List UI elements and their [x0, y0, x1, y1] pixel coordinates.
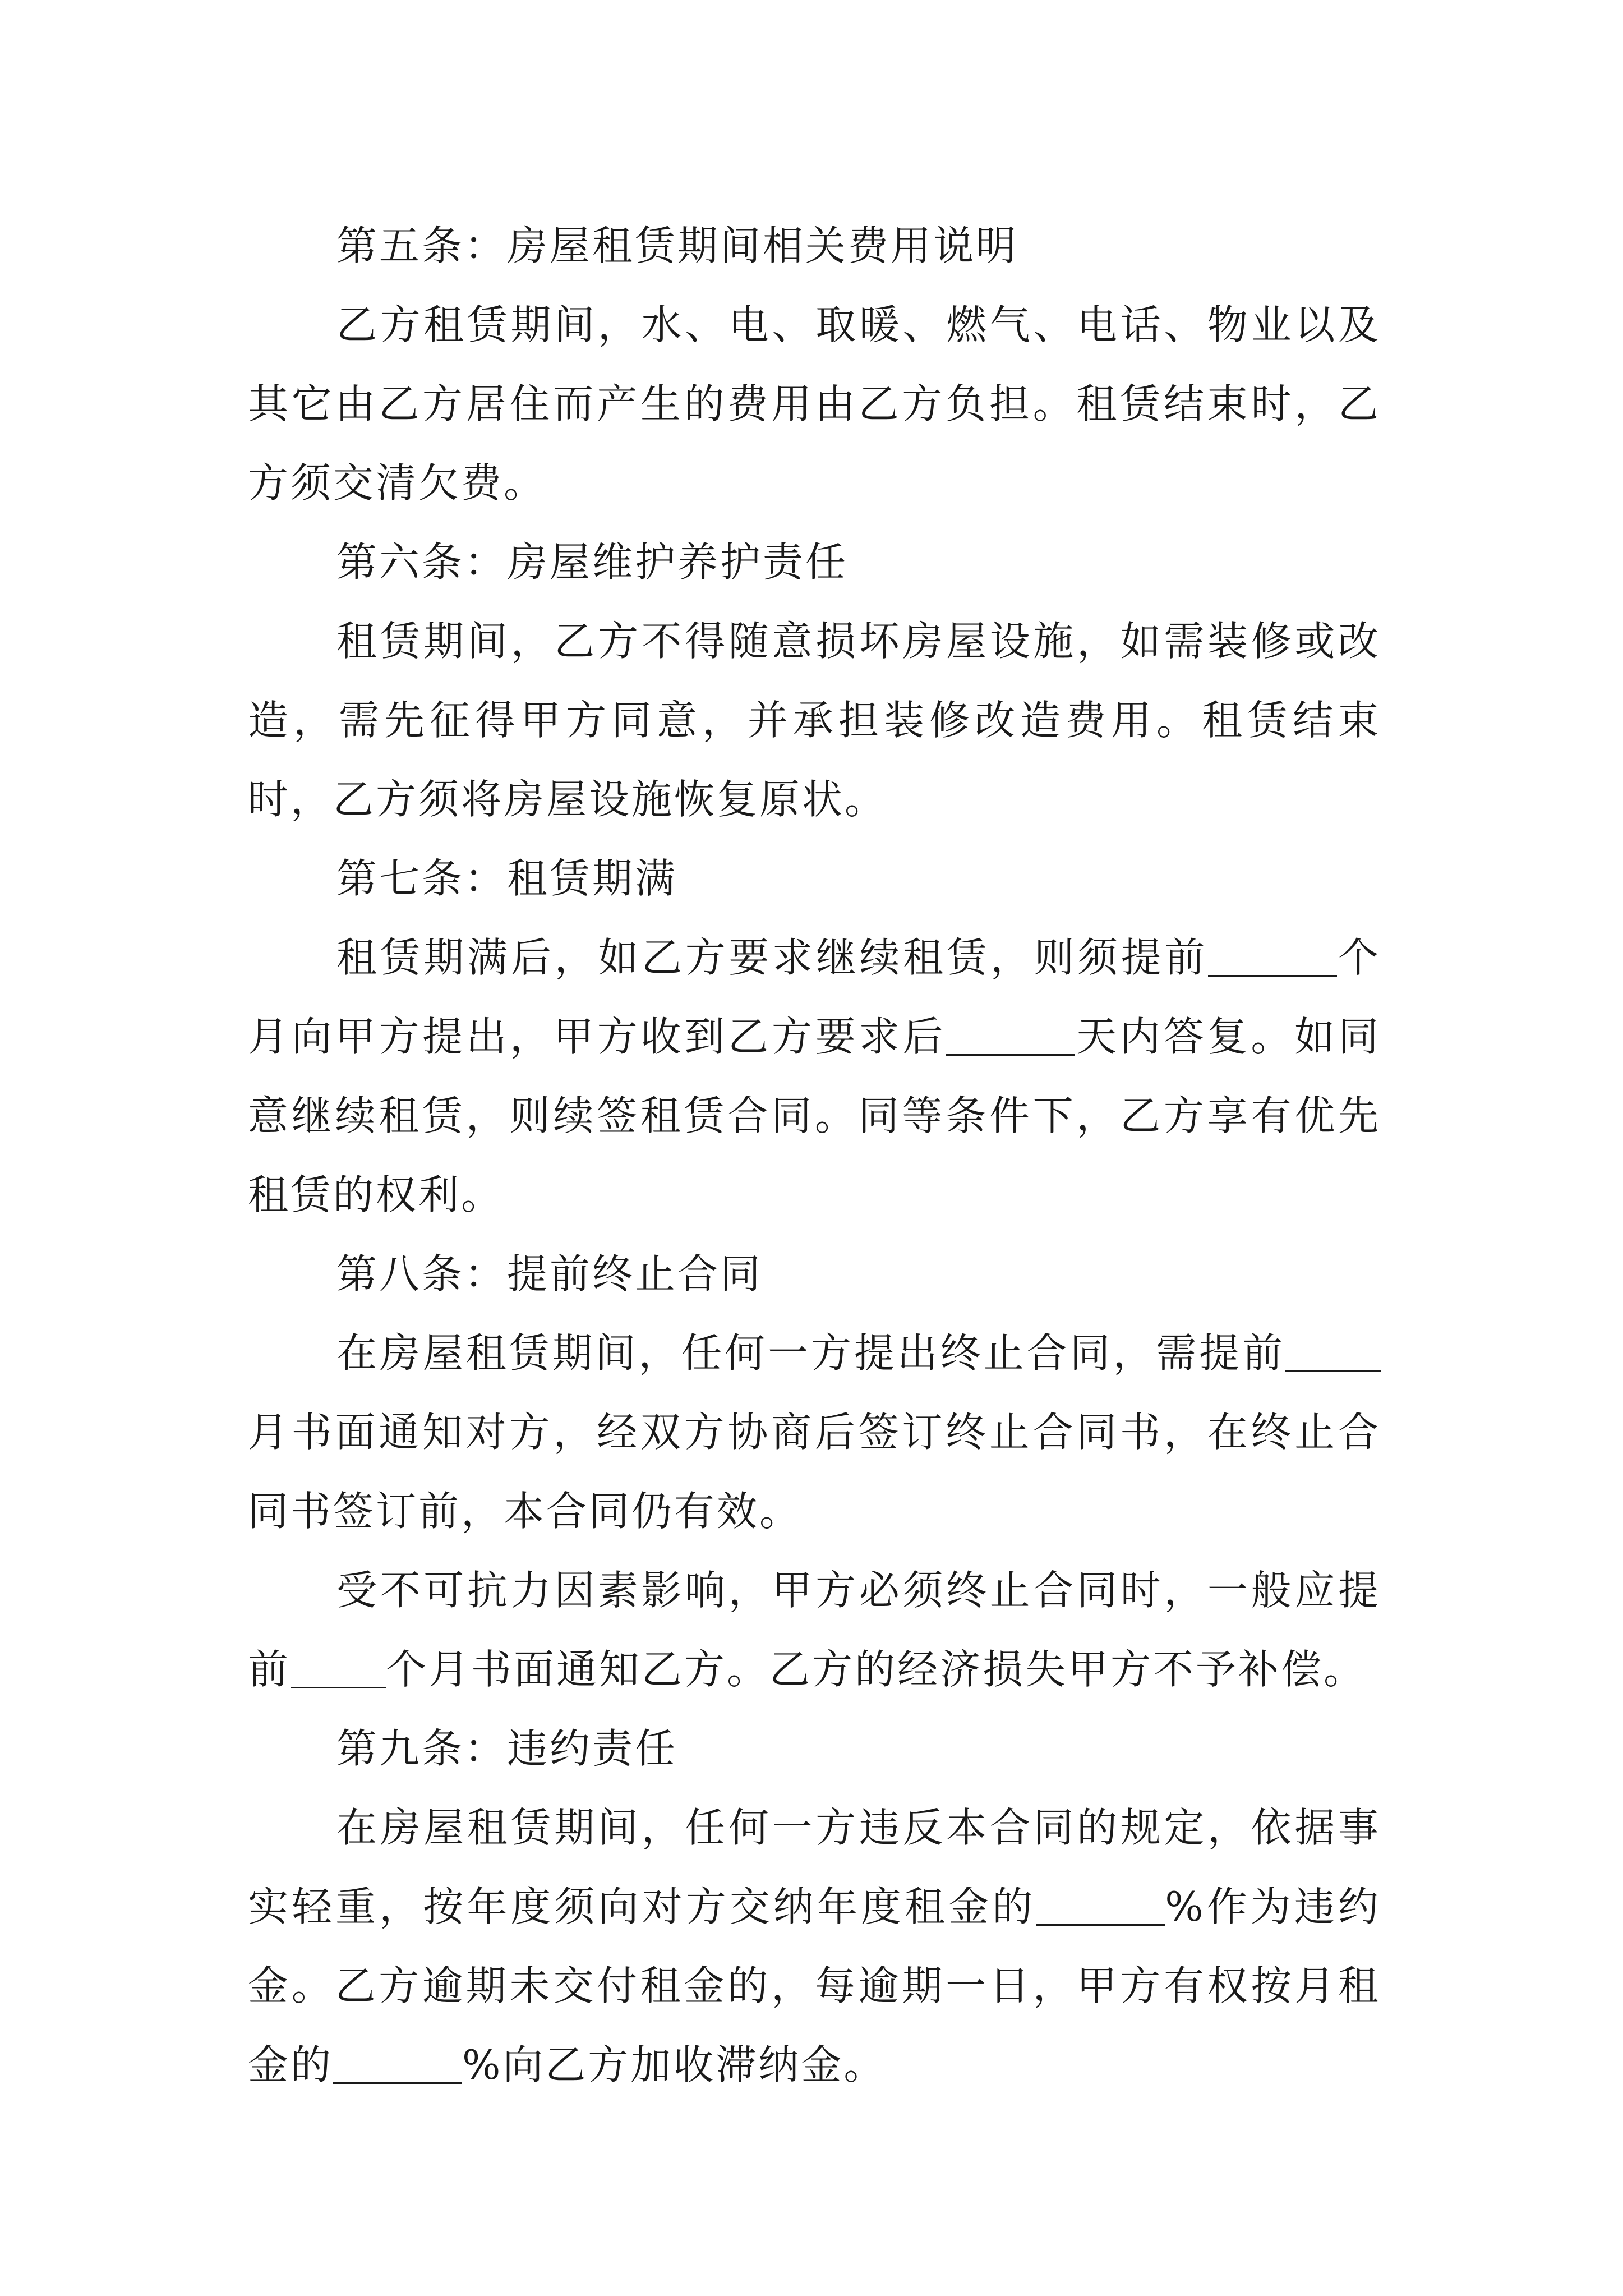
fill-blank-force-majeure-months [291, 1646, 386, 1688]
article-9-heading: 第九条：违约责任 [336, 1725, 678, 1772]
article-5-paragraph: 乙方租赁期间，水、电、取暖、燃气、电话、物业以及其它由乙方居住而产生的费用由乙方负担。租赁结束时，乙方须交清欠费。 [248, 301, 1381, 507]
article-8-paragraph-2: 受不可抗力因素影响，甲方必须终止合同时，一般应提前 个月书面通知乙方。乙方的经济损失甲方不予补偿。 [248, 1567, 1381, 1693]
article-7-paragraph: 租赁期满后，如乙方要求继续租赁，则须提前 个月向甲方提出，甲方收到乙方要求后 天内答复。如同意继续租赁，则续签租赁合同。同等条件下，乙方享有优先租赁的权利。 [248, 934, 1381, 1218]
article-7-heading: 第七条：租赁期满 [336, 855, 678, 902]
article-9-paragraph: 在房屋租赁期间，任何一方违反本合同的规定，依据事实轻重，按年度须向对方交纳年度租金的 %作为违约金。乙方逾期未交付租金的，每逾期一日，甲方有权按月租金的 %向乙方加收滞纳金。 [248, 1804, 1381, 2088]
fill-blank-months-notice [1208, 935, 1337, 977]
fill-blank-termination-months [1285, 1330, 1381, 1372]
contract-body [248, 206, 1381, 2105]
fill-blank-penalty-percent [1036, 1884, 1165, 1926]
fill-blank-reply-days [946, 1014, 1075, 1056]
article-8-heading: 第八条：提前终止合同 [336, 1250, 763, 1297]
article-6-paragraph: 租赁期间，乙方不得随意损坏房屋设施，如需装修或改造，需先征得甲方同意，并承担装修改造费用。租赁结束时，乙方须将房屋设施恢复原状。 [248, 618, 1381, 823]
article-5-heading: 第五条：房屋租赁期间相关费用说明 [336, 222, 1019, 269]
fill-blank-late-fee-percent [333, 2042, 462, 2084]
article-8-paragraph-1: 在房屋租赁期间，任何一方提出终止合同，需提前月书面通知对方，经双方协商后签订终止合同书，在终止合同书签订前，本合同仍有效。 [248, 1329, 1381, 1535]
article-6-heading: 第六条：房屋维护养护责任 [336, 539, 849, 586]
